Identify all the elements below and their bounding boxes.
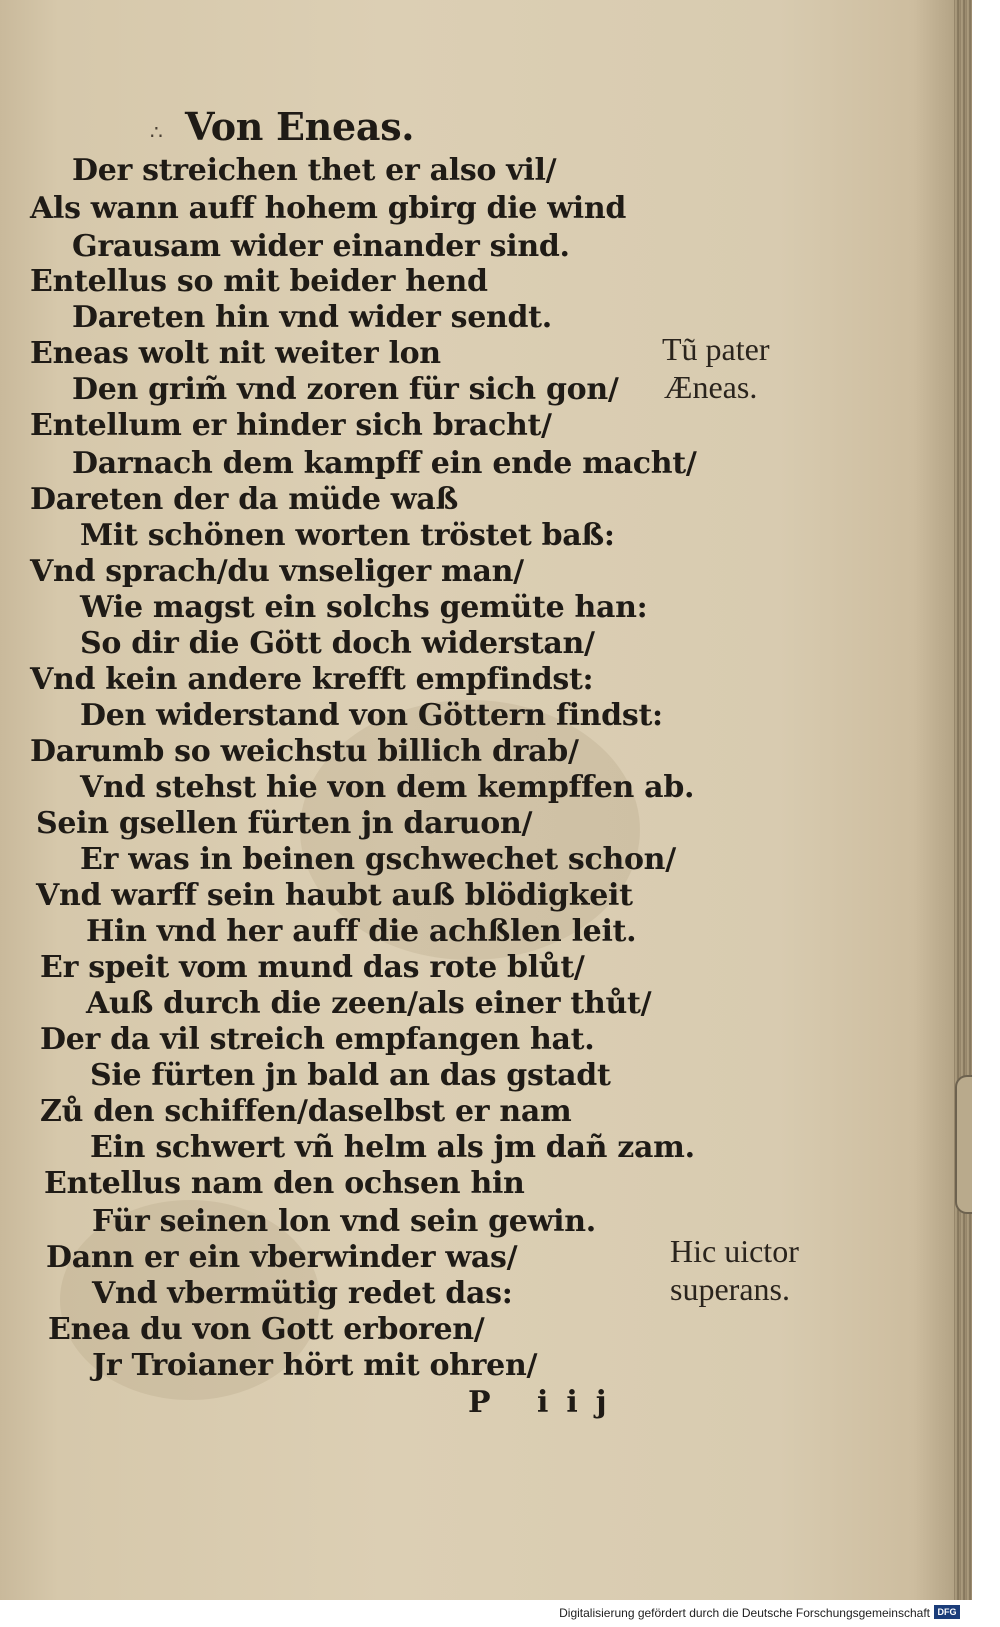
text-line: Den grim̃ vnd zoren für sich gon/ [72, 372, 619, 407]
text-line: Entellus so mit beider hend [30, 264, 488, 299]
margin-note [662, 330, 770, 406]
text-line: Der streichen thet er also vil/ [72, 153, 557, 188]
margin-note-line: Tũ pater [662, 331, 770, 367]
text-line: Sein gsellen fürten jn daruon/ [36, 806, 533, 841]
page-edge [954, 0, 972, 1600]
text-line: Vnd warff sein haubt auß blödigkeit [36, 878, 633, 913]
signature-mark: P iij [468, 1385, 625, 1420]
margin-note-line: Æneas. [664, 369, 758, 405]
footer-bar [0, 1600, 1000, 1627]
text-line: Darumb so weichstu billich drab/ [30, 734, 579, 769]
text-line: Der da vil streich empfangen hat. [40, 1022, 595, 1057]
text-line: Für seinen lon vnd sein gewin. [92, 1204, 596, 1239]
text-line: Enea du von Gott erboren/ [48, 1312, 485, 1347]
page-tab-marker [955, 1075, 972, 1214]
text-line: Jr Troianer hört mit ohren/ [92, 1348, 538, 1383]
text-line: Darnach dem kampff ein ende macht/ [72, 446, 697, 481]
text-line: Entellum er hinder sich bracht/ [30, 408, 552, 443]
text-line: Dareten hin vnd wider sendt. [72, 300, 552, 335]
text-line: Vnd vbermütig redet das: [92, 1276, 513, 1311]
margin-note-line: Hic uictor [670, 1233, 799, 1269]
text-line: Vnd kein andere krefft empfindst: [30, 662, 594, 697]
text-line: Als wann auff hohem gbirg die wind [30, 191, 627, 226]
text-line: Sie fürten jn bald an das gstadt [90, 1058, 611, 1093]
text-line: Dann er ein vberwinder was/ [46, 1240, 518, 1275]
text-line: Grausam wider einander sind. [72, 229, 570, 264]
text-line: Ein schwert vñ helm als jm dañ zam. [90, 1130, 695, 1165]
text-line: Hin vnd her auff die achßlen leit. [86, 914, 637, 949]
dfg-logo: DFG [934, 1605, 960, 1619]
text-line: Wie magst ein solchs gemüte han: [80, 590, 648, 625]
text-line: Entellus nam den ochsen hin [44, 1166, 525, 1201]
margin-note [670, 1232, 799, 1308]
text-line: Zů den schiffen/daselbst er nam [40, 1094, 572, 1129]
page-header: Von Eneas. [185, 104, 415, 149]
funding-notice: Digitalisierung gefördert durch die Deutsche Forschungsgemeinschaft [559, 1606, 930, 1620]
text-line: Dareten der da müde waß [30, 482, 458, 517]
text-line: Vnd stehst hie von dem kempffen ab. [80, 770, 695, 805]
text-line: Den widerstand von Göttern findst: [80, 698, 663, 733]
text-line: Mit schönen worten tröstet baß: [80, 518, 615, 553]
text-line: Auß durch die zeen/als einer thůt/ [86, 986, 652, 1021]
text-line: Er was in beinen gschwechet schon/ [80, 842, 676, 877]
text-line: Eneas wolt nit weiter lon [30, 336, 441, 371]
margin-note-line: superans. [670, 1271, 790, 1307]
text-line: So dir die Gött doch widerstan/ [80, 626, 595, 661]
text-line: Er speit vom mund das rote blůt/ [40, 950, 585, 985]
text-line: Vnd sprach/du vnseliger man/ [30, 554, 524, 589]
header-ornament: ∴ [150, 120, 163, 144]
